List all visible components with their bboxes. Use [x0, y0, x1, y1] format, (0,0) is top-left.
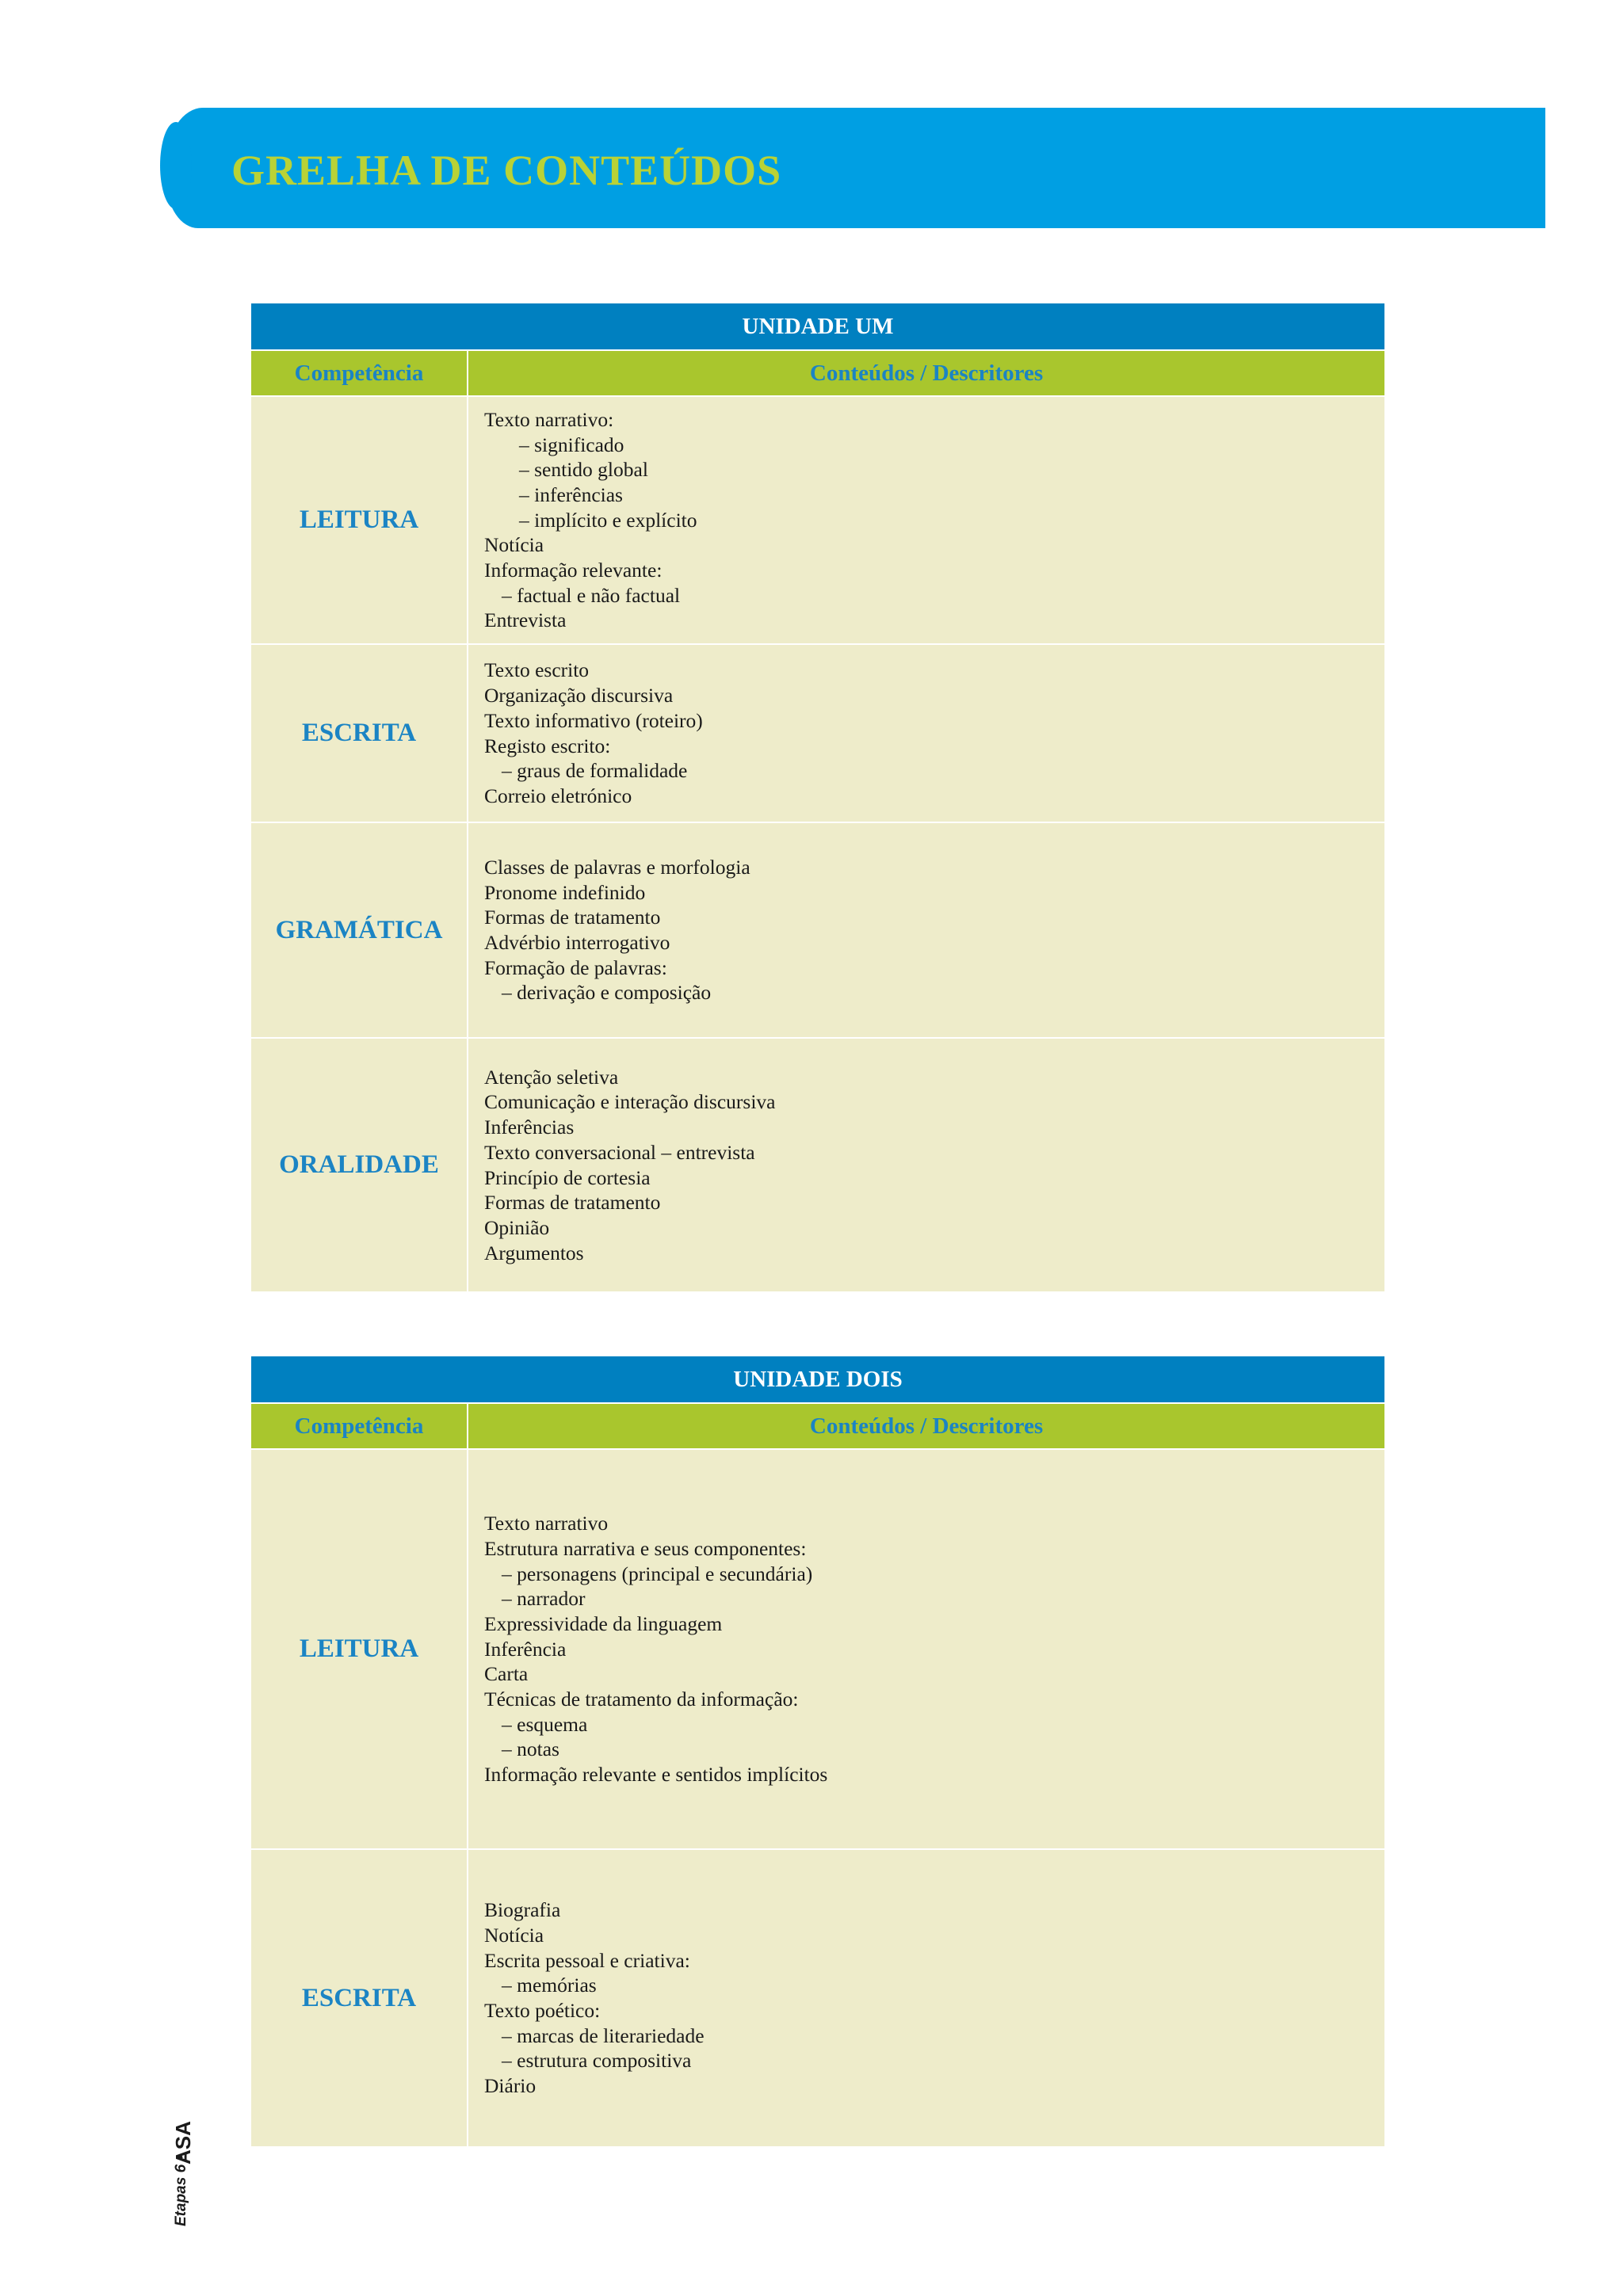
list-item: Opinião [484, 1215, 550, 1239]
list-item: – inferências [519, 482, 623, 506]
list-item: – graus de formalidade [502, 759, 688, 783]
conteudos-cell [468, 1449, 1384, 1849]
list-item: – sentido global [519, 458, 648, 482]
list-item: – significado [519, 433, 624, 456]
list-item: Texto poético: [484, 1999, 601, 2022]
list-item: Formas de tratamento [484, 906, 661, 929]
unit-table-um [251, 303, 1384, 1291]
conteudos-cell [468, 1038, 1384, 1291]
list-item: Inferências [484, 1116, 575, 1139]
list-item: Estrutura narrativa e seus componentes: [484, 1536, 807, 1560]
competencia-label: ORALIDADE [251, 1038, 468, 1291]
list-item: Atenção seletiva [484, 1065, 619, 1089]
footer-brand [155, 2121, 203, 2226]
column-header-conteudos: Conteúdos / Descritores [468, 350, 1384, 396]
list-item: Texto narrativo: [484, 407, 614, 431]
footer-text: Etapas 6 • [173, 2154, 189, 2226]
list-item: Diário [484, 2074, 537, 2098]
column-header-conteudos: Conteúdos / Descritores [468, 1403, 1384, 1449]
list-item: Informação relevante: [484, 559, 663, 582]
list-item: Escrita pessoal e criativa: [484, 1948, 690, 1972]
list-item: Formação de palavras: [484, 955, 667, 979]
list-item: Técnicas de tratamento da informação: [484, 1688, 799, 1711]
list-item: Comunicação e interação discursiva [484, 1090, 776, 1114]
table-row [251, 1849, 1384, 2146]
list-item: – implícito e explícito [519, 508, 697, 532]
list-item: Texto escrito [484, 658, 590, 682]
list-item: Correio eletrónico [484, 784, 632, 807]
list-item: Notícia [484, 1923, 544, 1947]
list-item: Informação relevante e sentidos implícitos [484, 1763, 828, 1787]
list-item: Carta [484, 1662, 529, 1686]
list-item: – esquema [502, 1712, 588, 1736]
list-item: Advérbio interrogativo [484, 931, 670, 954]
list-item: Organização discursiva [484, 684, 674, 707]
list-item: Princípio de cortesia [484, 1165, 651, 1189]
list-item: Expressividade da linguagem [484, 1611, 723, 1635]
list-item: – narrador [502, 1587, 586, 1611]
list-item: Biografia [484, 1898, 561, 1922]
list-item: Texto narrativo [484, 1512, 609, 1535]
list-item: Pronome indefinido [484, 880, 646, 904]
list-item: – notas [502, 1737, 559, 1761]
list-item: Registo escrito: [484, 734, 611, 757]
list-item: – memórias [502, 1974, 597, 1997]
list-item: – personagens (principal e secundária) [502, 1562, 813, 1585]
unit-title: UNIDADE DOIS [251, 1356, 1384, 1403]
list-item: – factual e não factual [502, 583, 681, 607]
competencia-label: LEITURA [251, 1449, 468, 1849]
conteudos-cell [468, 822, 1384, 1038]
unit-title: UNIDADE UM [251, 303, 1384, 350]
table-row [251, 396, 1384, 644]
list-item: – derivação e composição [502, 981, 712, 1005]
competencia-label: LEITURA [251, 396, 468, 644]
list-item: Argumentos [484, 1241, 584, 1264]
conteudos-cell [468, 1849, 1384, 2146]
unit-table-dois [251, 1356, 1384, 2146]
competencia-label: ESCRITA [251, 644, 468, 822]
competencia-label: ESCRITA [251, 1849, 468, 2146]
table-row [251, 1449, 1384, 1849]
list-item: Formas de tratamento [484, 1191, 661, 1215]
list-item: Texto conversacional – entrevista [484, 1140, 755, 1164]
list-item: Texto informativo (roteiro) [484, 708, 703, 732]
list-item: Notícia [484, 533, 544, 557]
table-row [251, 1038, 1384, 1291]
list-item: Inferência [484, 1637, 567, 1661]
table-row [251, 822, 1384, 1038]
list-item: Entrevista [484, 608, 567, 632]
table-row [251, 644, 1384, 822]
column-header-competencia: Competência [251, 350, 468, 396]
page-title: GRELHA DE CONTEÚDOS [231, 147, 782, 194]
title-banner [166, 108, 1545, 228]
competencia-label: GRAMÁTICA [251, 822, 468, 1038]
list-item: – marcas de literariedade [502, 2023, 705, 2047]
list-item: – estrutura compositiva [502, 2049, 692, 2073]
conteudos-cell [468, 396, 1384, 644]
conteudos-cell [468, 644, 1384, 822]
list-item: Classes de palavras e morfologia [484, 855, 750, 879]
asa-logo: ASA [171, 2121, 195, 2164]
column-header-competencia: Competência [251, 1403, 468, 1449]
